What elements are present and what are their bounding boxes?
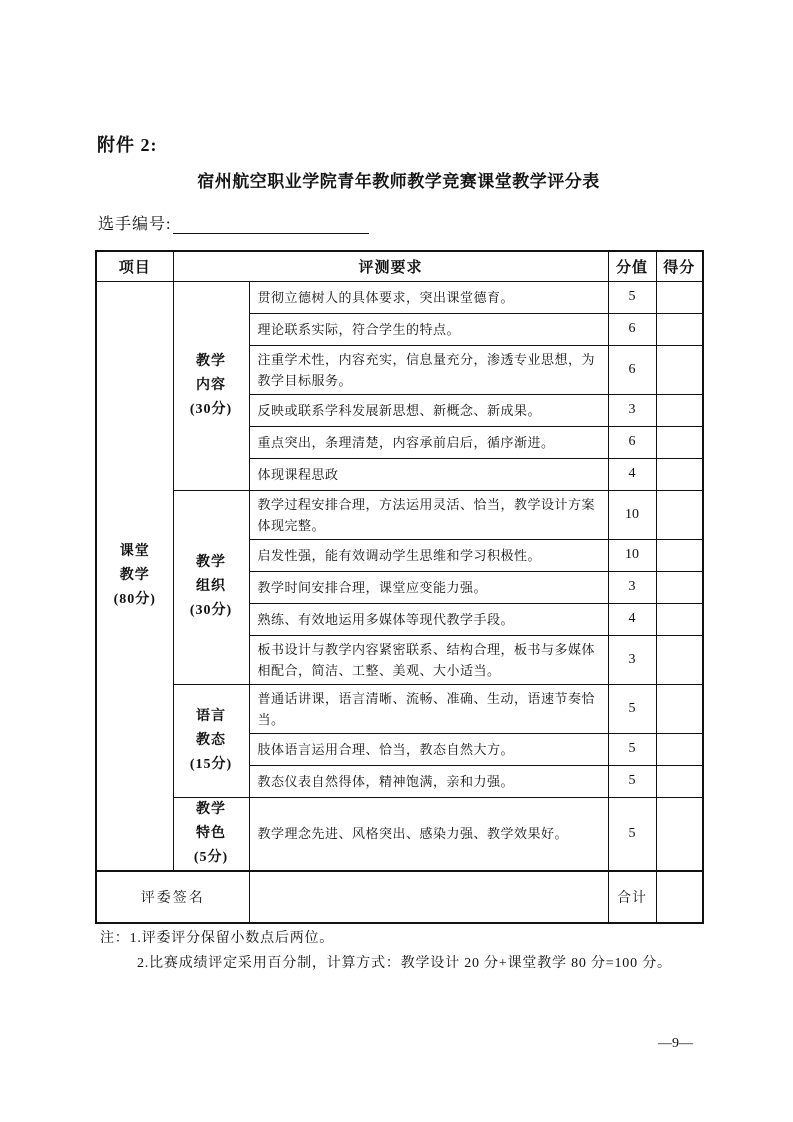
score-cell[interactable] — [656, 684, 703, 733]
group-label-teaching-organization — [173, 490, 249, 684]
points-value: 5 — [608, 733, 656, 765]
score-table — [95, 250, 704, 924]
column-header-score: 得分 — [656, 251, 703, 281]
criteria-text: 教学过程安排合理，方法运用灵活、恰当，教学设计方案体现完整。 — [249, 490, 608, 539]
total-score-cell[interactable] — [656, 871, 703, 923]
criteria-row — [96, 490, 703, 539]
group-label-line: 组织 — [196, 579, 226, 594]
criteria-text: 教学理念先进、风格突出、感染力强、教学效果好。 — [249, 797, 608, 871]
score-cell[interactable] — [656, 345, 703, 394]
score-cell[interactable] — [656, 426, 703, 458]
group-label-line: 语言 — [196, 708, 226, 724]
group-label-teaching-content — [173, 281, 249, 490]
criteria-text: 教态仪表自然得体，精神饱满，亲和力强。 — [249, 765, 608, 797]
points-value: 4 — [608, 603, 656, 635]
attachment-label: 附件 2: — [97, 135, 158, 155]
points-value: 5 — [608, 684, 656, 733]
points-value: 10 — [608, 490, 656, 539]
points-value: 6 — [608, 426, 656, 458]
criteria-text: 普通话讲课，语言清晰、流畅、准确、生动，语速节奏恰当。 — [249, 684, 608, 733]
score-cell[interactable] — [656, 394, 703, 426]
score-cell[interactable] — [656, 539, 703, 571]
score-cell[interactable] — [656, 458, 703, 490]
score-cell[interactable] — [656, 765, 703, 797]
criteria-text: 体现课程思政 — [249, 458, 608, 490]
points-value: 3 — [608, 571, 656, 603]
judge-signature-area[interactable] — [249, 871, 608, 923]
score-cell[interactable] — [656, 603, 703, 635]
criteria-text: 贯彻立德树人的具体要求，突出课堂德育。 — [249, 281, 608, 313]
group-label-language-demeanor — [173, 684, 249, 797]
criteria-text: 反映或联系学科发展新思想、新概念、新成果。 — [249, 394, 608, 426]
note-line-1 — [100, 926, 672, 951]
score-cell[interactable] — [656, 733, 703, 765]
judge-signature-label: 评委签名 — [96, 871, 249, 923]
score-cell[interactable] — [656, 797, 703, 871]
contestant-number-label: 选手编号: — [98, 216, 172, 233]
page-number: —9— — [658, 1036, 693, 1051]
table-header-row — [96, 251, 703, 281]
main-category-cell — [96, 281, 173, 871]
group-label-line: 教学 — [196, 801, 226, 817]
criteria-row — [96, 797, 703, 871]
group-label-line: 教学 — [196, 555, 226, 570]
criteria-text: 教学时间安排合理，课堂应变能力强。 — [249, 571, 608, 603]
criteria-text: 注重学术性，内容充实，信息量充分，渗透专业思想，为教学目标服务。 — [249, 345, 608, 394]
points-value: 10 — [608, 539, 656, 571]
score-cell[interactable] — [656, 313, 703, 345]
note-line-2: 2.比赛成绩评定采用百分制，计算方式：教学设计 20 分+课堂教学 80 分=100 分。 — [137, 956, 672, 971]
criteria-row — [96, 281, 703, 313]
points-value: 5 — [608, 281, 656, 313]
points-value: 5 — [608, 765, 656, 797]
points-value: 6 — [608, 313, 656, 345]
criteria-text: 启发性强，能有效调动学生思维和学习积极性。 — [249, 539, 608, 571]
main-category-line: (80分) — [113, 591, 156, 607]
contestant-number-row — [98, 211, 369, 234]
points-value: 5 — [608, 797, 656, 871]
judge-signature-row — [96, 871, 703, 923]
group-label-teaching-features — [173, 797, 249, 871]
note-text: 1.评委评分保留小数点后两位。 — [129, 931, 335, 946]
criteria-text: 理论联系实际，符合学生的特点。 — [249, 313, 608, 345]
group-label-line: (30分) — [189, 401, 233, 417]
document-title: 宿州航空职业学院青年教师教学竞赛课堂教学评分表 — [197, 172, 600, 191]
criteria-text: 板书设计与教学内容紧密联系、结构合理，板书与多媒体相配合，简洁、工整、美观、大小适当。 — [249, 635, 608, 684]
points-value: 3 — [608, 635, 656, 684]
group-label-line: 教态 — [196, 732, 226, 748]
total-label: 合计 — [608, 871, 656, 923]
score-cell[interactable] — [656, 490, 703, 539]
group-label-line: 特色 — [196, 825, 226, 841]
criteria-text: 肢体语言运用合理、恰当，教态自然大方。 — [249, 733, 608, 765]
column-header-requirement: 评测要求 — [173, 251, 608, 281]
score-cell[interactable] — [656, 571, 703, 603]
points-value: 3 — [608, 394, 656, 426]
score-cell[interactable] — [656, 635, 703, 684]
column-header-item: 项目 — [96, 251, 173, 281]
column-header-points: 分值 — [608, 251, 656, 281]
score-cell[interactable] — [656, 281, 703, 313]
group-label-line: (30分) — [189, 603, 233, 618]
group-label-line: 教学 — [196, 353, 226, 369]
group-label-line: (5分) — [193, 849, 229, 865]
criteria-text: 重点突出，条理清楚，内容承前启后，循序渐进。 — [249, 426, 608, 458]
group-label-line: 内容 — [196, 377, 226, 393]
footnotes — [100, 926, 672, 976]
points-value: 4 — [608, 458, 656, 490]
main-category-line: 课堂 — [119, 543, 150, 559]
note-prefix: 注： — [100, 931, 130, 946]
group-label-line: (15分) — [189, 756, 233, 772]
points-value: 6 — [608, 345, 656, 394]
contestant-number-line[interactable] — [173, 215, 369, 234]
criteria-text: 熟练、有效地运用多媒体等现代教学手段。 — [249, 603, 608, 635]
criteria-row — [96, 684, 703, 733]
main-category-line: 教学 — [119, 567, 150, 583]
